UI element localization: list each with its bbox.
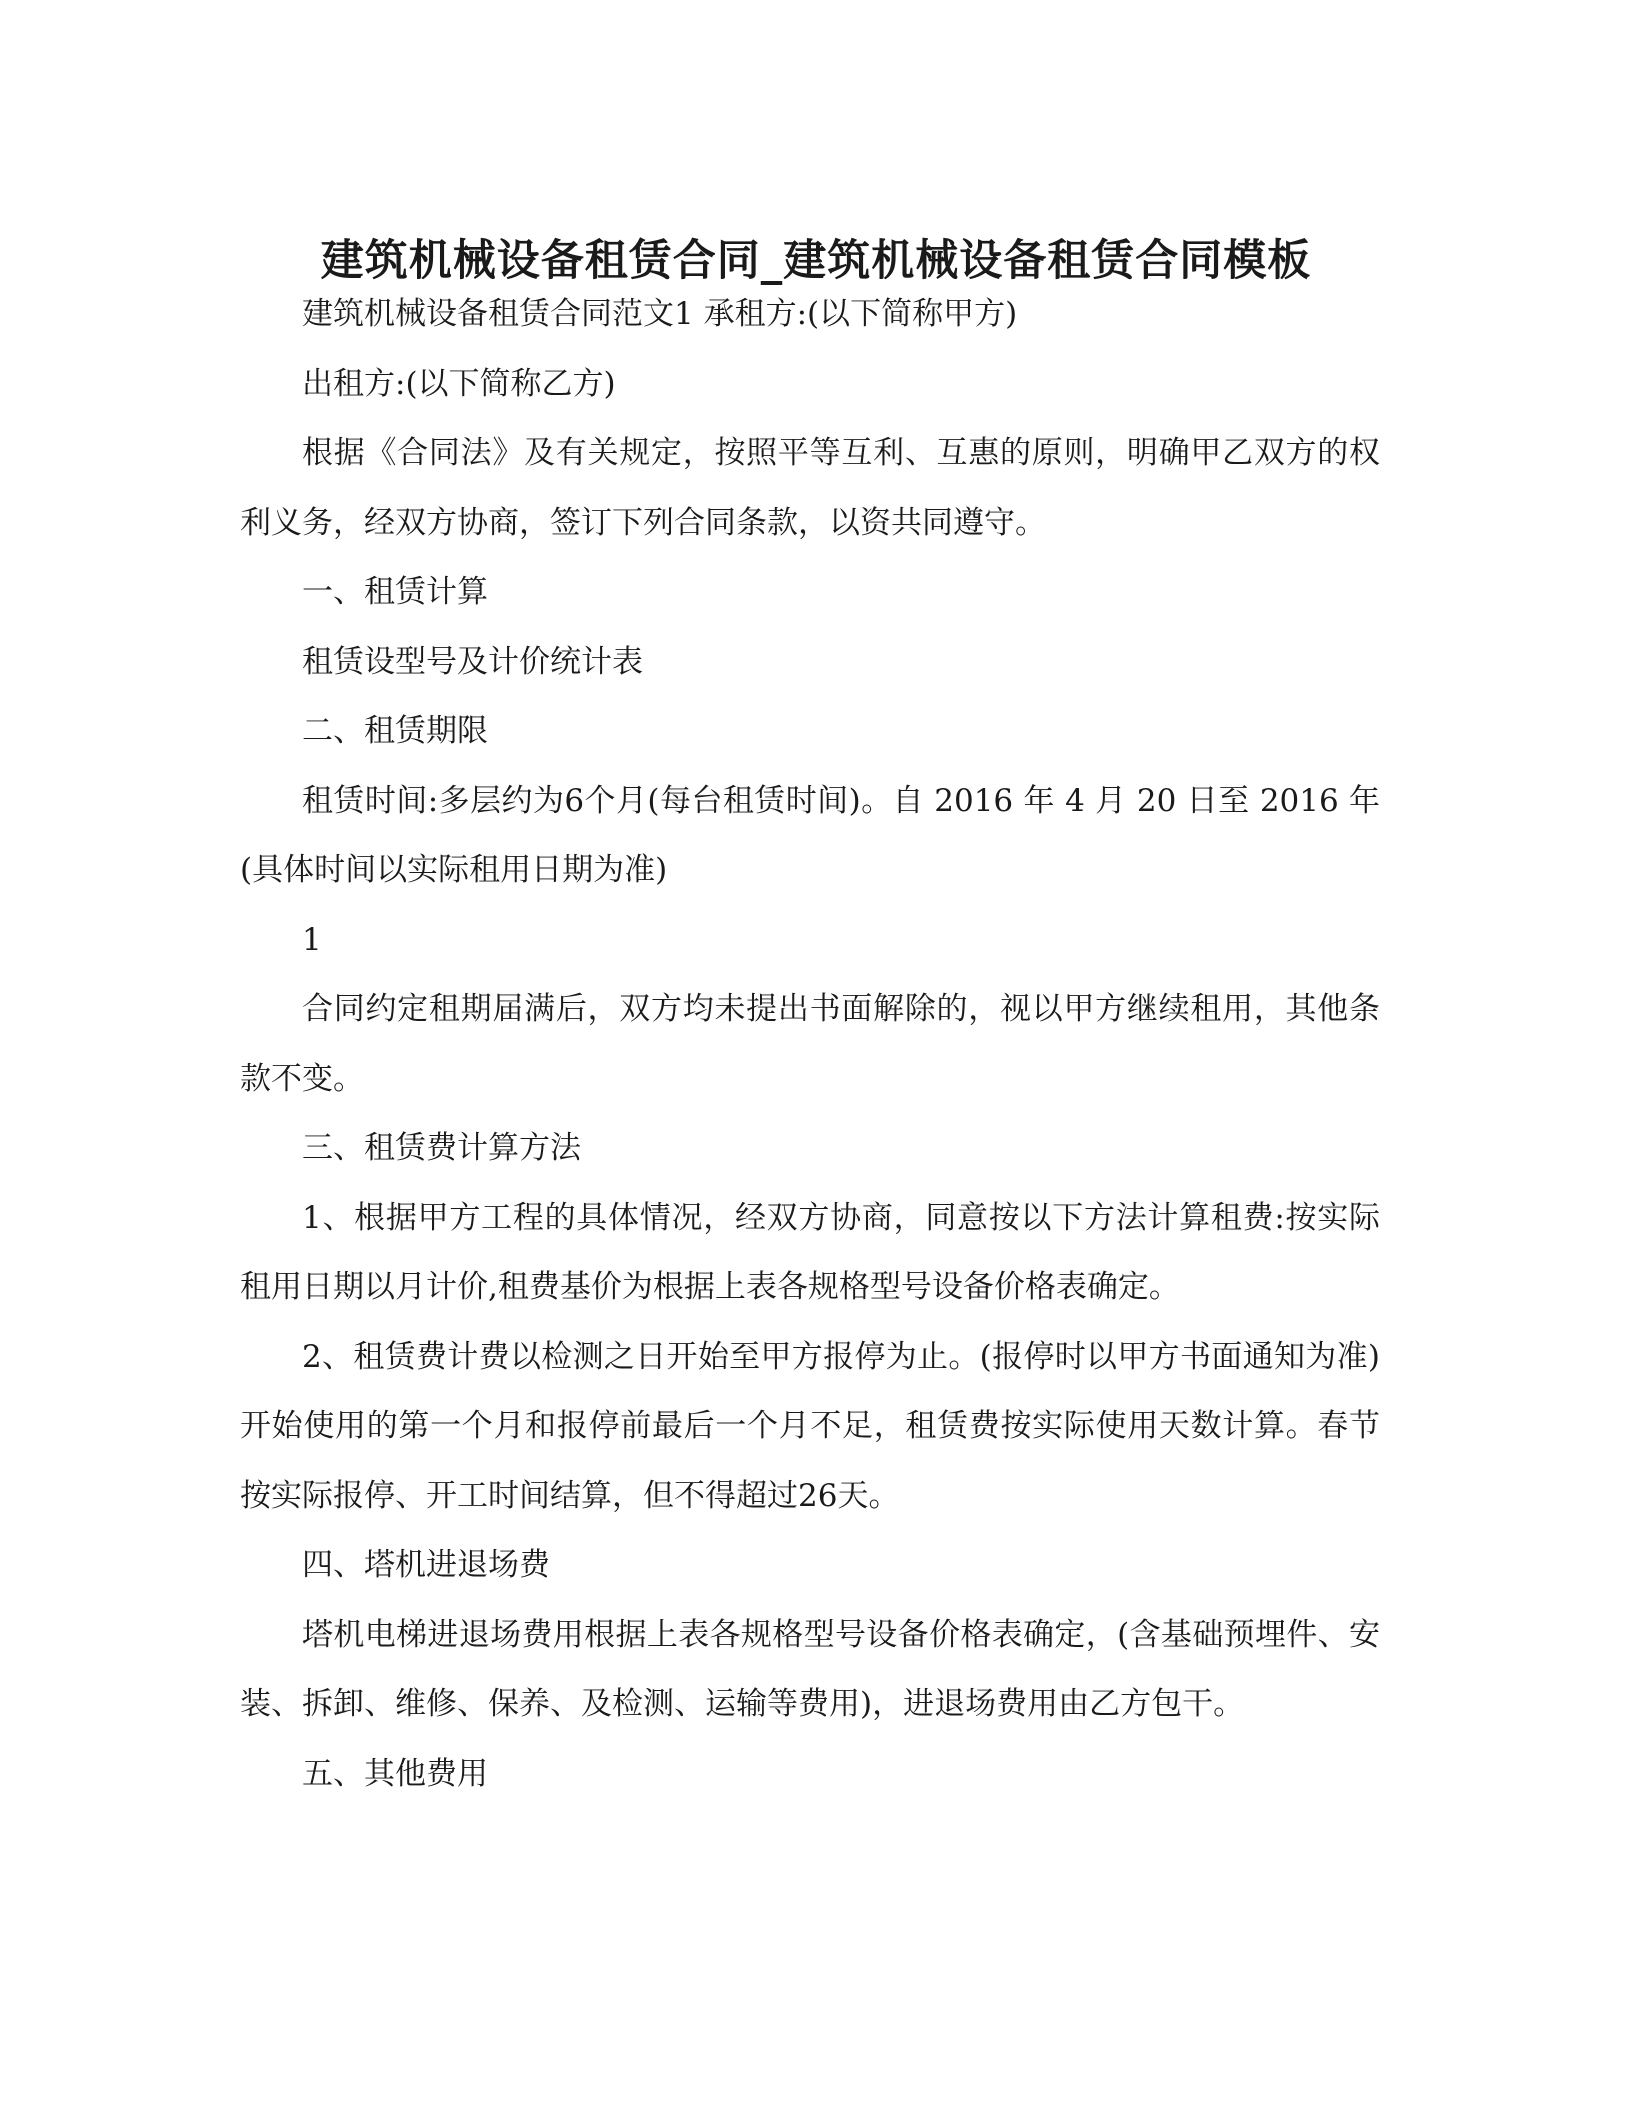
paragraph-fee-method-2: 2、租赁费计费以检测之日开始至甲方报停为止。(报停时以甲方书面通知为准)开始使用的第一个月和报停前最后一个月不足，租赁费按实际使用天数计算。春节按实际报停、开工时间结算，但不得超过26天。 (240, 1338, 1380, 1514)
document-body (240, 280, 1380, 1809)
document-title: 建筑机械设备租赁合同_建筑机械设备租赁合同模板 (320, 235, 1312, 286)
paragraph-term-renewal: 合同约定租期届满后，双方均未提出书面解除的，视以甲方继续租用，其他条款不变。 (240, 991, 1380, 1097)
paragraph-number-1: 1 (302, 921, 322, 958)
section-heading-5: 五、其他费用 (302, 1755, 488, 1792)
paragraph-rental-period: 租赁时间:多层约为6个月(每台租赁时间)。自 2016 年 4 月 20 日至 2016 年 (具体时间以实际租用日期为准) (240, 782, 1380, 888)
section-heading-2: 二、租赁期限 (302, 713, 488, 749)
paragraph-fee-method-1: 1、根据甲方工程的具体情况，经双方协商，同意按以下方法计算租费:按实际租用日期以月计价,租费基价为根据上表各规格型号设备价格表确定。 (240, 1199, 1380, 1305)
section-heading-1: 一、租赁计算 (302, 574, 488, 610)
paragraph-rental-table-note: 租赁设型号及计价统计表 (302, 643, 643, 680)
section-heading-3: 三、租赁费计算方法 (302, 1130, 581, 1166)
paragraph-entry-exit-fee: 塔机电梯进退场费用根据上表各规格型号设备价格表确定，(含基础预埋件、安装、拆卸、维修、保养、及检测、运输等费用)，进退场费用由乙方包干。 (240, 1616, 1380, 1722)
section-heading-4: 四、塔机进退场费 (302, 1547, 550, 1583)
paragraph-parties-lessor: 出租方:(以下简称乙方) (302, 365, 616, 402)
paragraph-preamble: 根据《合同法》及有关规定，按照平等互利、互惠的原则，明确甲乙双方的权利义务，经双方协商，签订下列合同条款，以资共同遵守。 (240, 435, 1380, 541)
paragraph-parties-lessee: 建筑机械设备租赁合同范文1 承租方:(以下简称甲方) (302, 296, 1018, 332)
